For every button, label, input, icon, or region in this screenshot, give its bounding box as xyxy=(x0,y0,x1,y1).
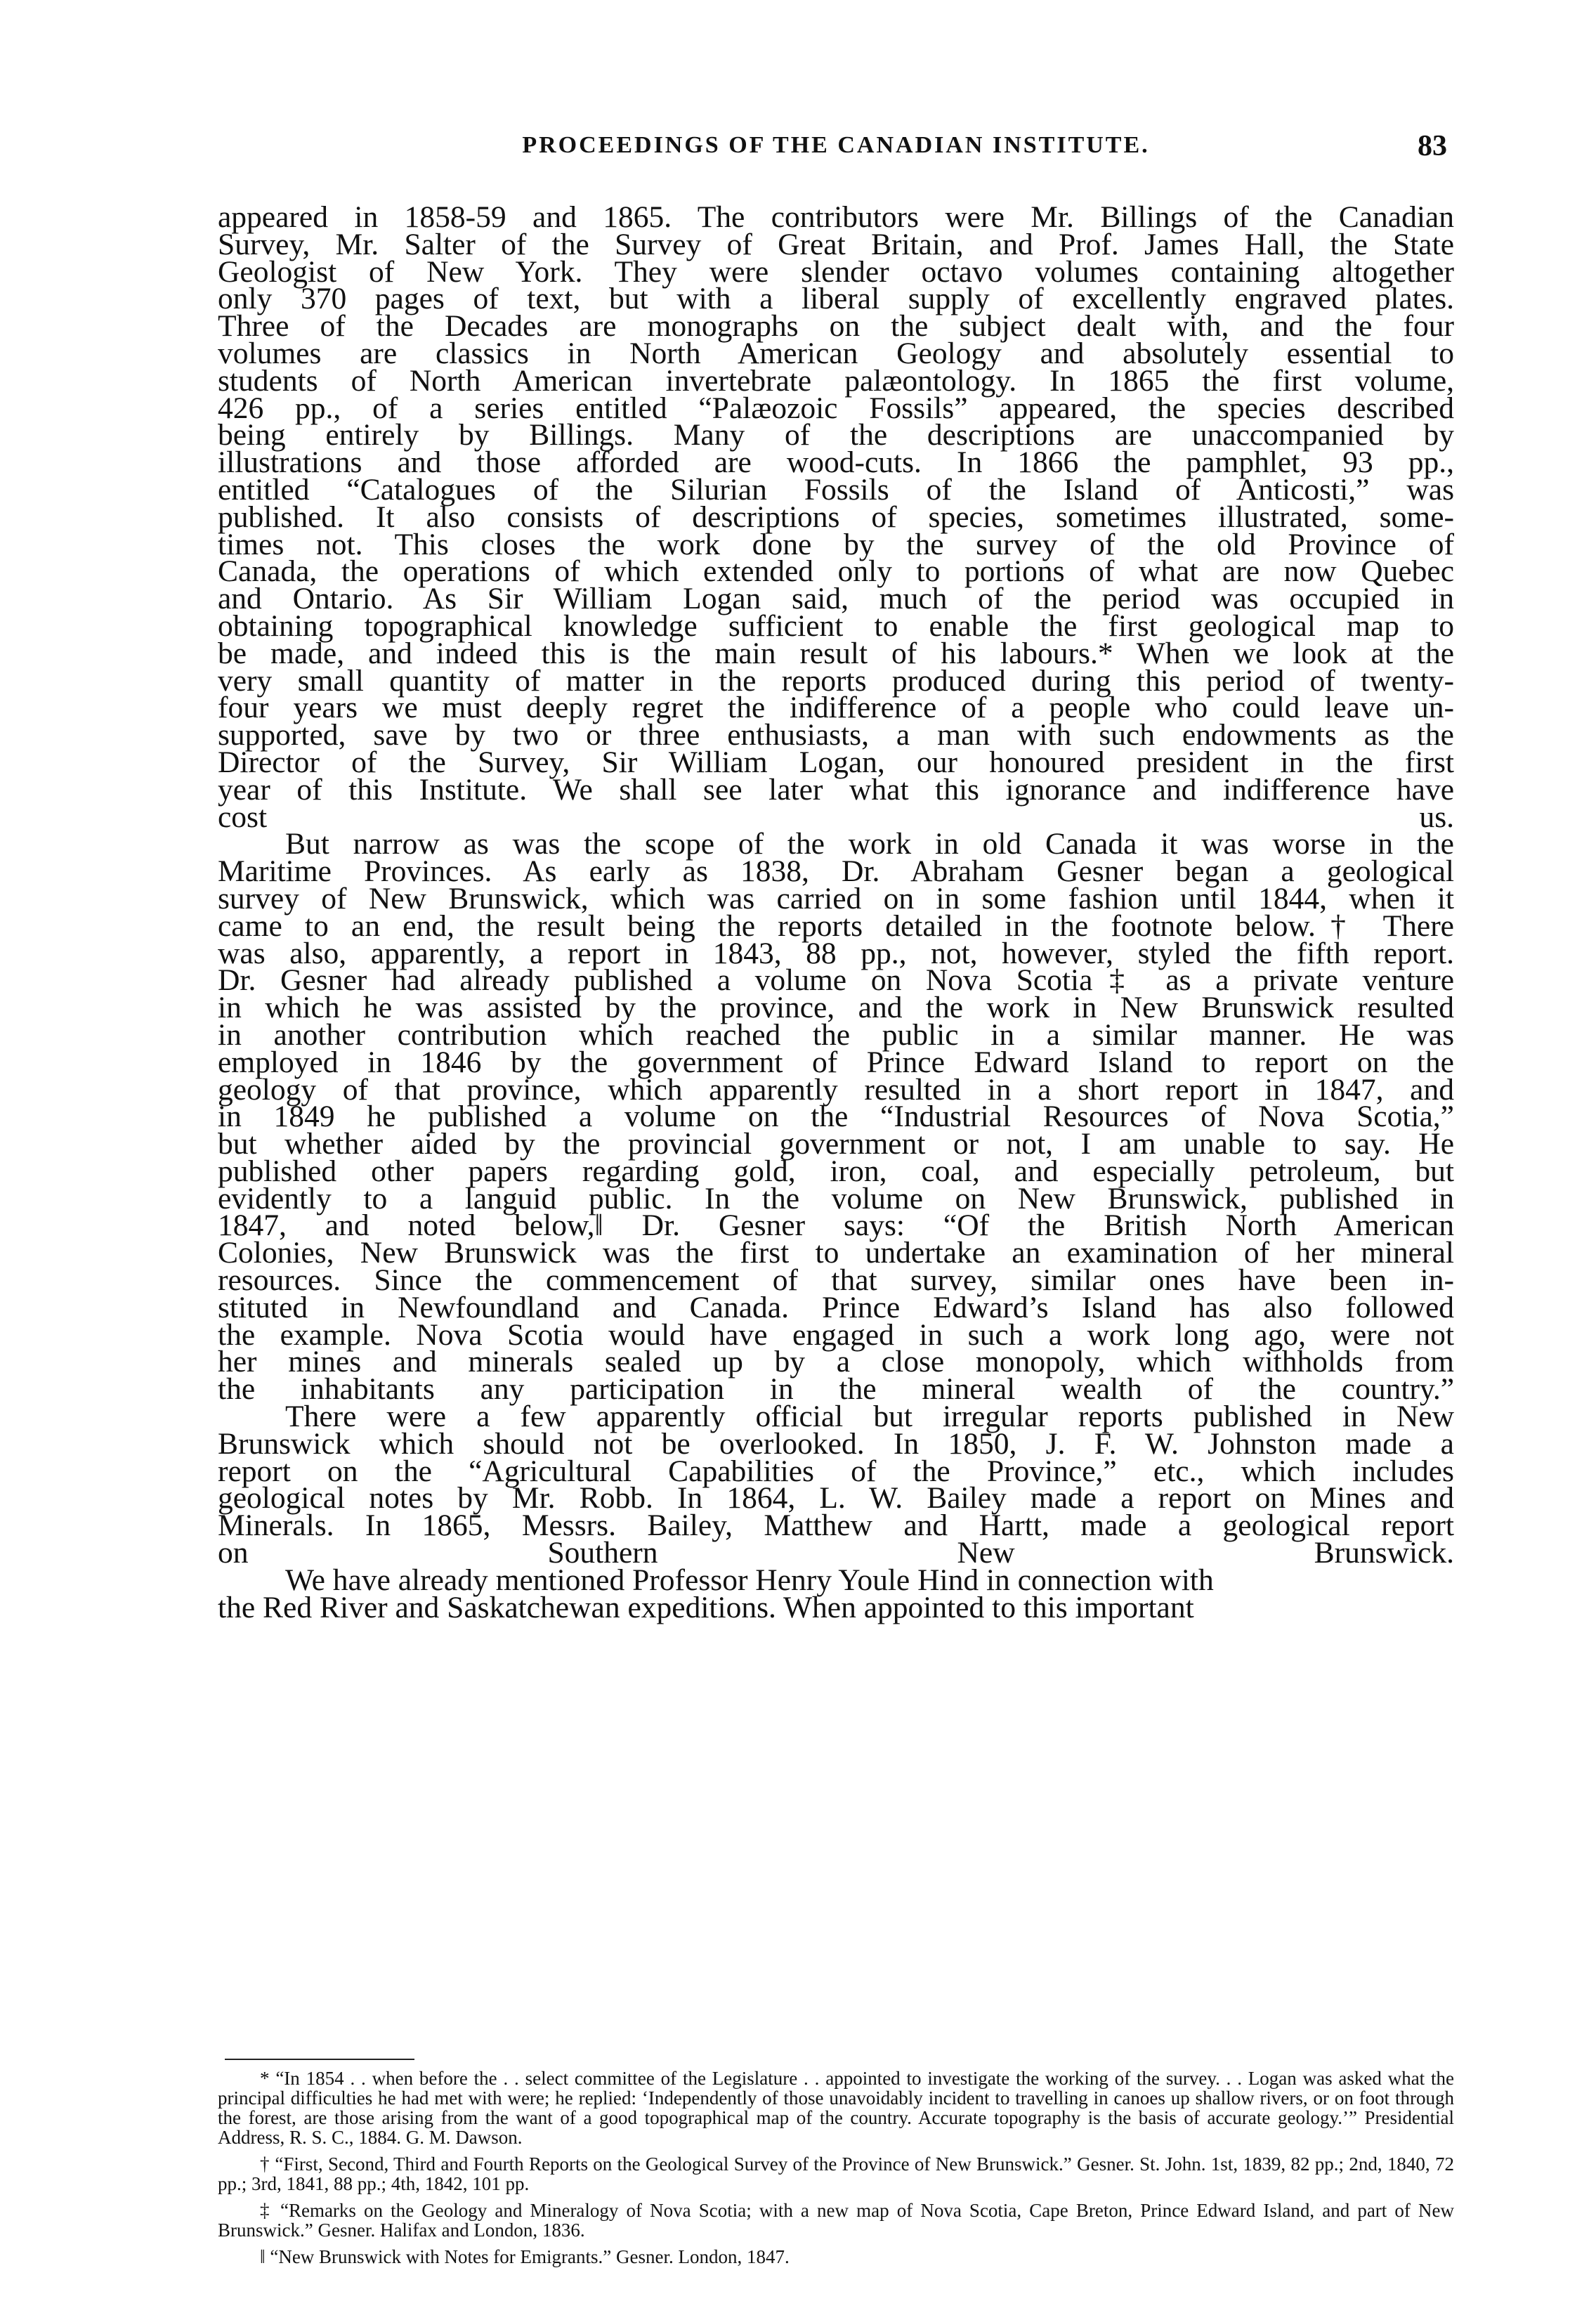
text-line: the inhabitants any participation in the mineral wealth of the country.” xyxy=(218,1372,1454,1407)
footnote-divider xyxy=(225,2059,414,2060)
text-line: published other papers regarding gold, iron, coal, and especially petroleum, but xyxy=(218,1154,1454,1188)
text-line: but whether aided by the provincial government or not, I am unable to say. He xyxy=(218,1127,1454,1161)
text-line: obtaining topographical knowledge sufficient to enable the first geological map to xyxy=(218,608,1454,643)
text-line: times not. This closes the work done by the survey of the old Province of xyxy=(218,527,1454,561)
paragraph xyxy=(218,1400,1454,1570)
footnote-star: * “In 1854 . . when before the . . select committee of the Legislature . . appointed to investigate the working of the survey. . . Logan was asked what the principal difficulties he had met with were; he replied: ‘Independently of those unavoidably incident to travelling in canoes up shallow rivers, or on foot through the forest, are those arising from the want of a good topographical map of the country. Accurate topography is the basis of accurate geology.’” Presidential Address, R. S. C., 1884. G. M. Dawson. xyxy=(218,2068,1454,2148)
running-header xyxy=(225,132,1447,174)
text-line: Director of the Survey, Sir William Logan, our honoured president in the first xyxy=(218,745,1454,779)
text-line: report on the “Agricultural Capabilities of the Province,” etc., which includes xyxy=(218,1454,1454,1488)
text-line: published. It also consists of descriptions of species, sometimes illustrated, some- xyxy=(218,500,1454,534)
text-line: year of this Institute. We shall see later what this ignorance and indifference have xyxy=(218,772,1454,807)
text-line: Maritime Provinces. As early as 1838, Dr. Abraham Gesner began a geological xyxy=(218,854,1454,889)
text-line: illustrations and those afforded are wood-cuts. In 1866 the pamphlet, 93 pp., xyxy=(218,445,1454,480)
text-line: geology of that province, which apparently resulted in a short report in 1847, and xyxy=(218,1072,1454,1107)
text-line: Three of the Decades are monographs on the subject dealt with, and the four xyxy=(218,309,1454,344)
text-line: came to an end, the result being the reports detailed in the footnote below.† There xyxy=(218,908,1454,943)
text-line: We have already mentioned Professor Henry Youle Hind in connection with xyxy=(285,1563,1214,1597)
text-line: Geologist of New York. They were slender octavo volumes containing altogether xyxy=(218,254,1454,289)
text-line: be made, and indeed this is the main result of his labours.* When we look at the xyxy=(218,636,1454,670)
text-line: There were a few apparently official but irregular reports published in New xyxy=(285,1400,1454,1434)
text-line: Minerals. In 1865, Messrs. Bailey, Matthew and Hartt, made a geological report xyxy=(218,1508,1454,1543)
text-line: cost us. xyxy=(218,800,1454,834)
text-line: volumes are classics in North American Geology and absolutely essential to xyxy=(218,336,1454,370)
text-line: appeared in 1858-59 and 1865. The contributors were Mr. Billings of the Canadian xyxy=(218,200,1454,234)
text-line: 1847, and noted below,‖ Dr. Gesner says: “Of the British North American xyxy=(218,1208,1454,1243)
page-number: 83 xyxy=(1418,130,1447,162)
text-line: was also, apparently, a report in 1843, 88 pp., not, however, styled the fifth report. xyxy=(218,936,1454,970)
paragraph xyxy=(218,827,1454,1407)
paragraph xyxy=(218,1563,1454,1624)
text-line: Dr. Gesner had already published a volume on Nova Scotia‡ as a private venture xyxy=(218,963,1454,998)
text-line: Brunswick which should not be overlooked. In 1850, J. F. W. Johnston made a xyxy=(218,1426,1454,1461)
text-line: employed in 1846 by the government of Prince Edward Island to report on the xyxy=(218,1045,1454,1079)
footnote-dagger: † “First, Second, Third and Fourth Reports on the Geological Survey of the Province of New Brunswick.” Gesner. St. John. 1st, 1839, 82 pp.; 2nd, 1840, 72 pp.; 3rd, 1841, 88 pp.; 4th, 1842, 101 pp. xyxy=(218,2153,1454,2194)
text-line: supported, save by two or three enthusiasts, a man with such endowments as the xyxy=(218,718,1454,752)
text-line: and Ontario. As Sir William Logan said, much of the period was occupied in xyxy=(218,582,1454,616)
text-line: 426 pp., of a series entitled “Palæozoic Fossils” appeared, the species described xyxy=(218,391,1454,425)
text-line: in another contribution which reached the public in a similar manner. He was xyxy=(218,1017,1454,1052)
text-line: geological notes by Mr. Robb. In 1864, L. W. Bailey made a report on Mines and xyxy=(218,1481,1454,1516)
text-line: the example. Nova Scotia would have engaged in such a work long ago, were not xyxy=(218,1317,1454,1352)
text-line: Survey, Mr. Salter of the Survey of Great Britain, and Prof. James Hall, the State xyxy=(218,227,1454,261)
text-line: on Southern New Brunswick. xyxy=(218,1536,1454,1570)
text-line: Colonies, New Brunswick was the first to undertake an examination of her mineral xyxy=(218,1236,1454,1270)
text-line: in 1849 he published a volume on the “Industrial Resources of Nova Scotia,” xyxy=(218,1100,1454,1134)
footnote-parallel: ‖ “New Brunswick with Notes for Emigrants.” Gesner. London, 1847. xyxy=(260,2246,790,2267)
text-line: resources. Since the commencement of that survey, similar ones have been in- xyxy=(218,1263,1454,1298)
text-line: entitled “Catalogues of the Silurian Fossils of the Island of Anticosti,” was xyxy=(218,472,1454,507)
text-line: being entirely by Billings. Many of the descriptions are unaccompanied by xyxy=(218,418,1454,452)
footnote-double-dagger: ‡ “Remarks on the Geology and Mineralogy of Nova Scotia; with a new map of Nova Scotia, Cape Breton, Prince Edward Island, and part of New Brunswick.” Gesner. Halifax and London, 1836. xyxy=(218,2200,1454,2241)
text-line: evidently to a languid public. In the volume on New Brunswick, published in xyxy=(218,1181,1454,1216)
running-title: PROCEEDINGS OF THE CANADIAN INSTITUTE. xyxy=(522,132,1150,158)
text-line: very small quantity of matter in the reports produced during this period of twenty- xyxy=(218,663,1454,698)
text-line: students of North American invertebrate palæontology. In 1865 the first volume, xyxy=(218,363,1454,398)
footnotes xyxy=(218,2068,1454,2274)
text-line: in which he was assisted by the province, and the work in New Brunswick resulted xyxy=(218,991,1454,1025)
text-line: Canada, the operations of which extended only to portions of what are now Quebec xyxy=(218,554,1454,589)
text-line: But narrow as was the scope of the work in old Canada it was worse in the xyxy=(285,827,1454,861)
paragraph xyxy=(218,200,1454,834)
body-text xyxy=(218,200,1454,1624)
text-line: only 370 pages of text, but with a liberal supply of excellently engraved plates. xyxy=(218,282,1454,316)
text-line: her mines and minerals sealed up by a close monopoly, which withholds from xyxy=(218,1345,1454,1379)
text-line: the Red River and Saskatchewan expeditions. When appointed to this important xyxy=(218,1590,1194,1624)
text-line: survey of New Brunswick, which was carried on in some fashion until 1844, when it xyxy=(218,881,1454,915)
text-line: stituted in Newfoundland and Canada. Prince Edward’s Island has also followed xyxy=(218,1290,1454,1324)
text-line: four years we must deeply regret the indifference of a people who could leave un- xyxy=(218,691,1454,725)
